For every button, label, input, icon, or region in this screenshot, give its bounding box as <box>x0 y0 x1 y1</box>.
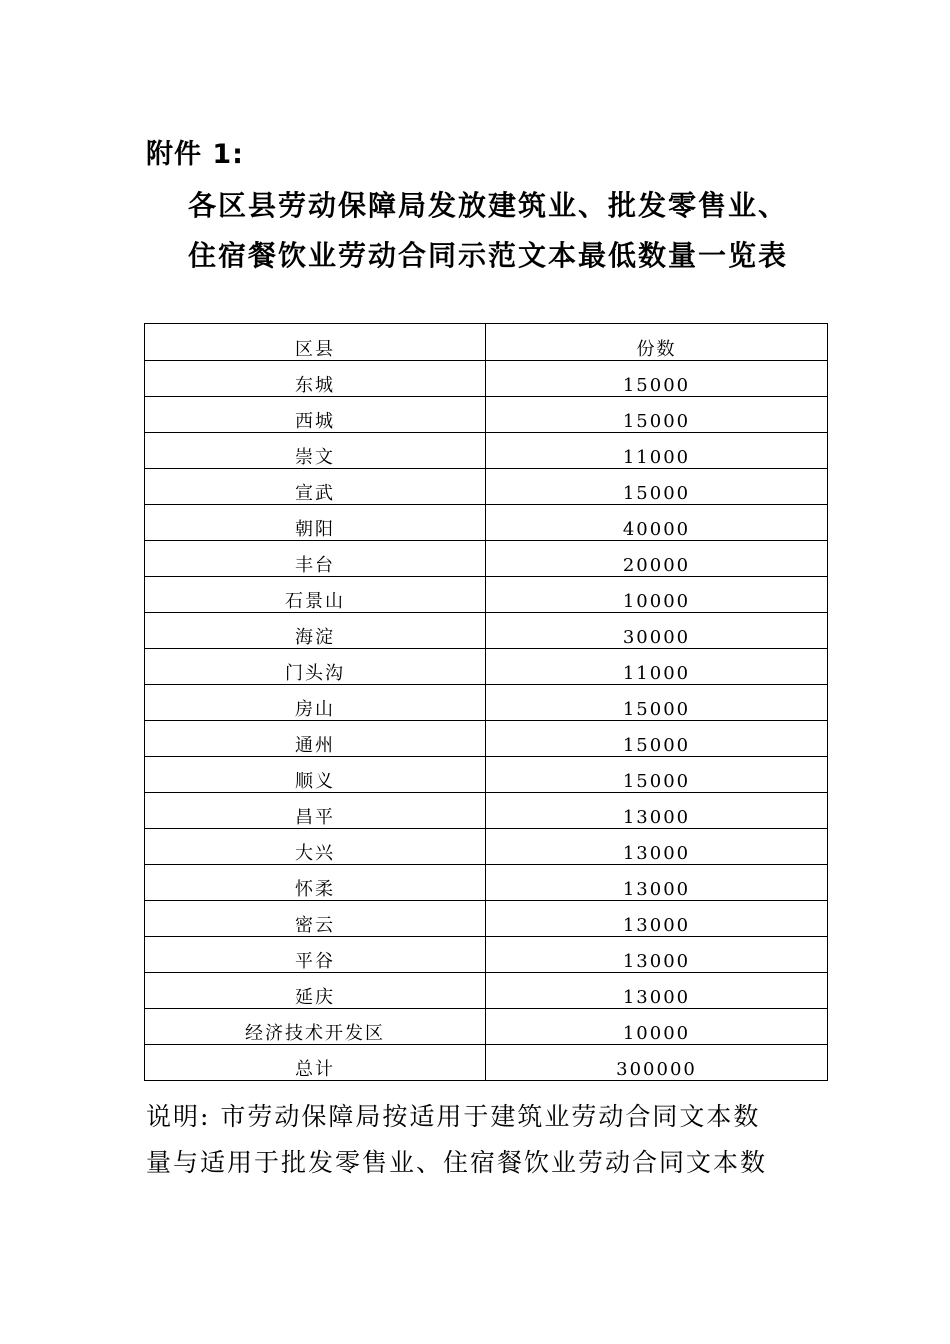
table-row <box>145 829 828 865</box>
count-cell: 13000 <box>486 829 828 865</box>
count-cell: 13000 <box>486 973 828 1009</box>
count-cell: 10000 <box>486 577 828 613</box>
document-title-line-1: 各区县劳动保障局发放建筑业、批发零售业、 <box>188 189 789 222</box>
count-cell: 15000 <box>486 361 828 397</box>
district-cell: 东城 <box>145 361 486 397</box>
table-row <box>145 1045 828 1081</box>
note-line-1: 说明: 市劳动保障局按适用于建筑业劳动合同文本数 <box>146 1102 761 1131</box>
district-cell: 昌平 <box>145 793 486 829</box>
table-row <box>145 649 828 685</box>
count-cell: 15000 <box>486 685 828 721</box>
count-cell: 15000 <box>486 757 828 793</box>
table-row <box>145 613 828 649</box>
count-cell: 20000 <box>486 541 828 577</box>
district-cell: 大兴 <box>145 829 486 865</box>
district-cell: 延庆 <box>145 973 486 1009</box>
quota-table <box>144 323 828 1081</box>
district-cell: 密云 <box>145 901 486 937</box>
district-cell: 石景山 <box>145 577 486 613</box>
count-cell: 15000 <box>486 397 828 433</box>
table-row <box>145 901 828 937</box>
district-cell: 朝阳 <box>145 505 486 541</box>
table-row <box>145 577 828 613</box>
district-cell: 门头沟 <box>145 649 486 685</box>
district-cell: 房山 <box>145 685 486 721</box>
district-cell: 平谷 <box>145 937 486 973</box>
district-cell: 顺义 <box>145 757 486 793</box>
count-cell: 30000 <box>486 613 828 649</box>
table-row <box>145 685 828 721</box>
table-row <box>145 865 828 901</box>
header-district: 区县 <box>145 324 486 361</box>
count-cell: 10000 <box>486 1009 828 1045</box>
count-cell: 300000 <box>486 1045 828 1081</box>
table-row <box>145 937 828 973</box>
district-cell: 总计 <box>145 1045 486 1081</box>
district-cell: 崇文 <box>145 433 486 469</box>
table-row <box>145 1009 828 1045</box>
district-cell: 丰台 <box>145 541 486 577</box>
district-cell: 宣武 <box>145 469 486 505</box>
district-cell: 西城 <box>145 397 486 433</box>
table-row <box>145 541 828 577</box>
count-cell: 15000 <box>486 721 828 757</box>
count-cell: 13000 <box>486 901 828 937</box>
note-line-2: 量与适用于批发零售业、住宿餐饮业劳动合同文本数 <box>146 1148 768 1177</box>
table-row <box>145 469 828 505</box>
district-cell: 海淀 <box>145 613 486 649</box>
document-title-line-2: 住宿餐饮业劳动合同示范文本最低数量一览表 <box>188 239 789 272</box>
table-row <box>145 793 828 829</box>
table-row <box>145 361 828 397</box>
table-row <box>145 721 828 757</box>
count-cell: 11000 <box>486 433 828 469</box>
district-cell: 怀柔 <box>145 865 486 901</box>
count-cell: 13000 <box>486 937 828 973</box>
count-cell: 40000 <box>486 505 828 541</box>
table-row <box>145 973 828 1009</box>
table-row <box>145 433 828 469</box>
district-cell: 通州 <box>145 721 486 757</box>
table-row <box>145 757 828 793</box>
header-count: 份数 <box>486 324 828 361</box>
count-cell: 11000 <box>486 649 828 685</box>
district-cell: 经济技术开发区 <box>145 1009 486 1045</box>
count-cell: 15000 <box>486 469 828 505</box>
table-row <box>145 505 828 541</box>
explanation-note <box>146 1094 826 1186</box>
table-header-row <box>145 324 828 361</box>
count-cell: 13000 <box>486 793 828 829</box>
table-row <box>145 397 828 433</box>
attachment-label: 附件 1: <box>146 139 244 170</box>
count-cell: 13000 <box>486 865 828 901</box>
